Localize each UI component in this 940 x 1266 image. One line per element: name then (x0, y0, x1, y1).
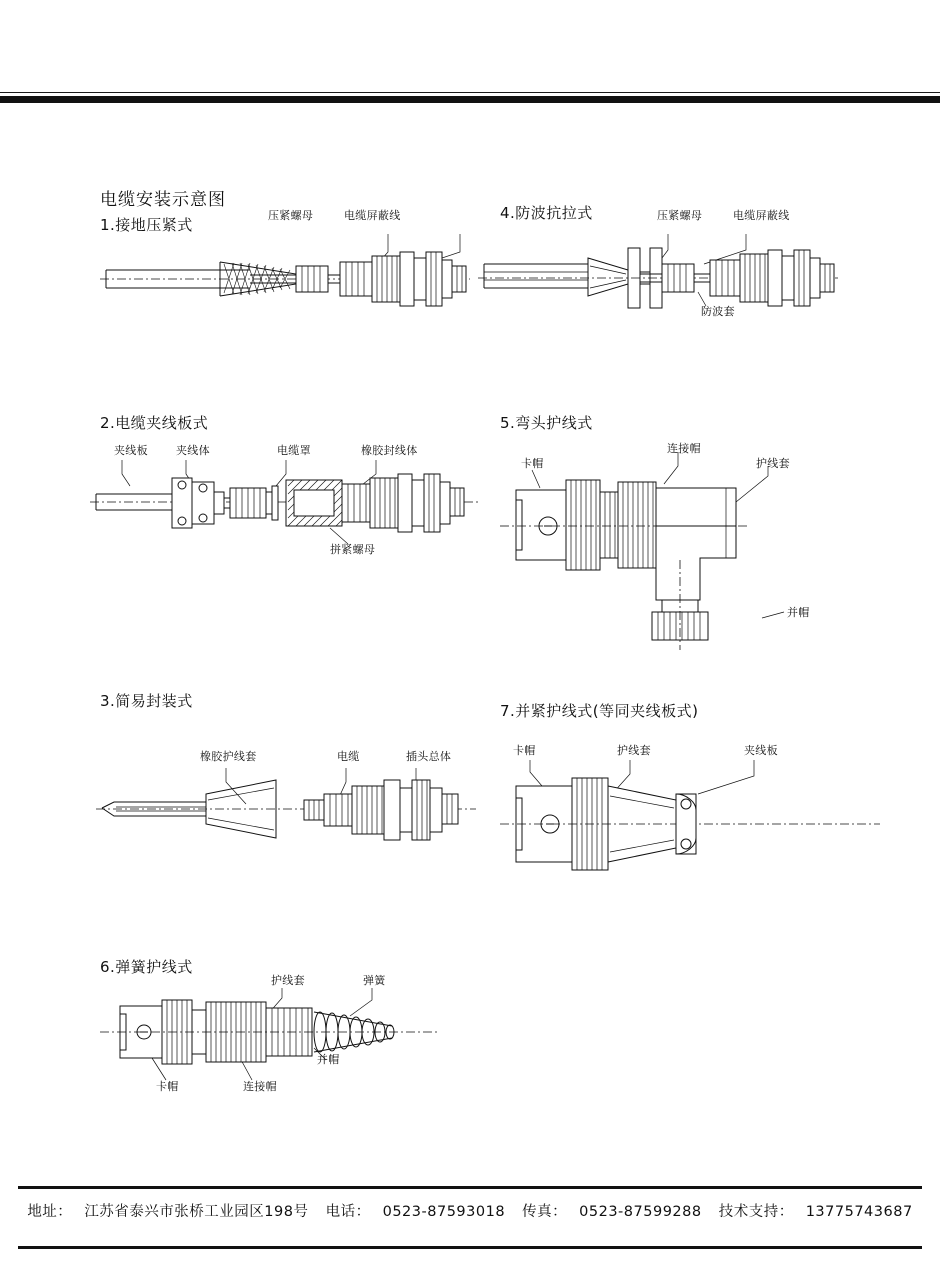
label-2-0: 夹线板 (114, 444, 148, 457)
label-5-0: 卡帽 (521, 457, 544, 470)
label-3-2: 插头总体 (406, 750, 452, 763)
footer-contact (0, 1200, 940, 1221)
label-1-0: 压紧螺母 (268, 209, 314, 222)
label-5-1: 连接帽 (667, 442, 701, 455)
label-6-0: 护线套 (271, 974, 305, 987)
diagram-6 (100, 982, 440, 1092)
diagram-7 (500, 752, 880, 882)
header-band (0, 0, 940, 93)
label-6-1: 弹簧 (363, 974, 386, 987)
footer-rule-bottom (18, 1246, 922, 1249)
label-5-2: 护线套 (756, 457, 790, 470)
header-rule (0, 96, 940, 103)
footer-support: 13775743687 (805, 1204, 913, 1220)
item-title-2: 2.电缆夹线板式 (100, 414, 209, 432)
item-title-7: 7.并紧护线式(等同夹线板式) (500, 702, 699, 720)
label-2-2: 电缆罩 (277, 444, 311, 457)
footer-rule-top (18, 1186, 922, 1189)
label-2-4: 拼紧螺母 (330, 543, 376, 556)
label-7-1: 护线套 (617, 744, 651, 757)
item-title-4: 4.防波抗拉式 (500, 204, 593, 222)
footer-address-label: 地址： (27, 1204, 73, 1220)
label-4-2: 防波套 (701, 305, 735, 318)
item-title-1: 1.接地压紧式 (100, 216, 193, 234)
footer-address: 江苏省泰兴市张桥工业园区198号 (84, 1204, 309, 1220)
label-5-3: 并帽 (787, 606, 810, 619)
label-6-2: 并帽 (317, 1053, 340, 1066)
diagram-3 (96, 760, 476, 870)
label-6-3: 卡帽 (156, 1080, 179, 1093)
label-7-2: 夹线板 (744, 744, 778, 757)
label-3-0: 橡胶护线套 (200, 750, 257, 763)
footer-tel-label: 电话： (325, 1204, 371, 1220)
diagram-5 (500, 440, 880, 650)
diagram-1 (100, 222, 470, 332)
page-title: 电缆安装示意图 (100, 190, 226, 210)
item-title-6: 6.弹簧护线式 (100, 958, 193, 976)
footer-tel: 0523-87593018 (382, 1204, 506, 1220)
label-2-3: 橡胶封线体 (361, 444, 418, 457)
label-6-4: 连接帽 (243, 1080, 277, 1093)
footer-fax: 0523-87599288 (579, 1204, 702, 1220)
label-4-0: 压紧螺母 (657, 209, 703, 222)
diagram-2 (90, 452, 480, 562)
item-title-5: 5.弯头护线式 (500, 414, 593, 432)
item-title-3: 3.简易封装式 (100, 692, 193, 710)
footer-support-label: 技术支持： (718, 1204, 794, 1220)
label-1-1: 电缆屏蔽线 (344, 209, 401, 222)
label-2-1: 夹线体 (176, 444, 210, 457)
diagram-4 (478, 222, 838, 332)
label-4-1: 电缆屏蔽线 (733, 209, 790, 222)
footer-fax-label: 传真： (522, 1204, 568, 1220)
label-7-0: 卡帽 (513, 744, 536, 757)
label-3-1: 电缆 (337, 750, 360, 763)
